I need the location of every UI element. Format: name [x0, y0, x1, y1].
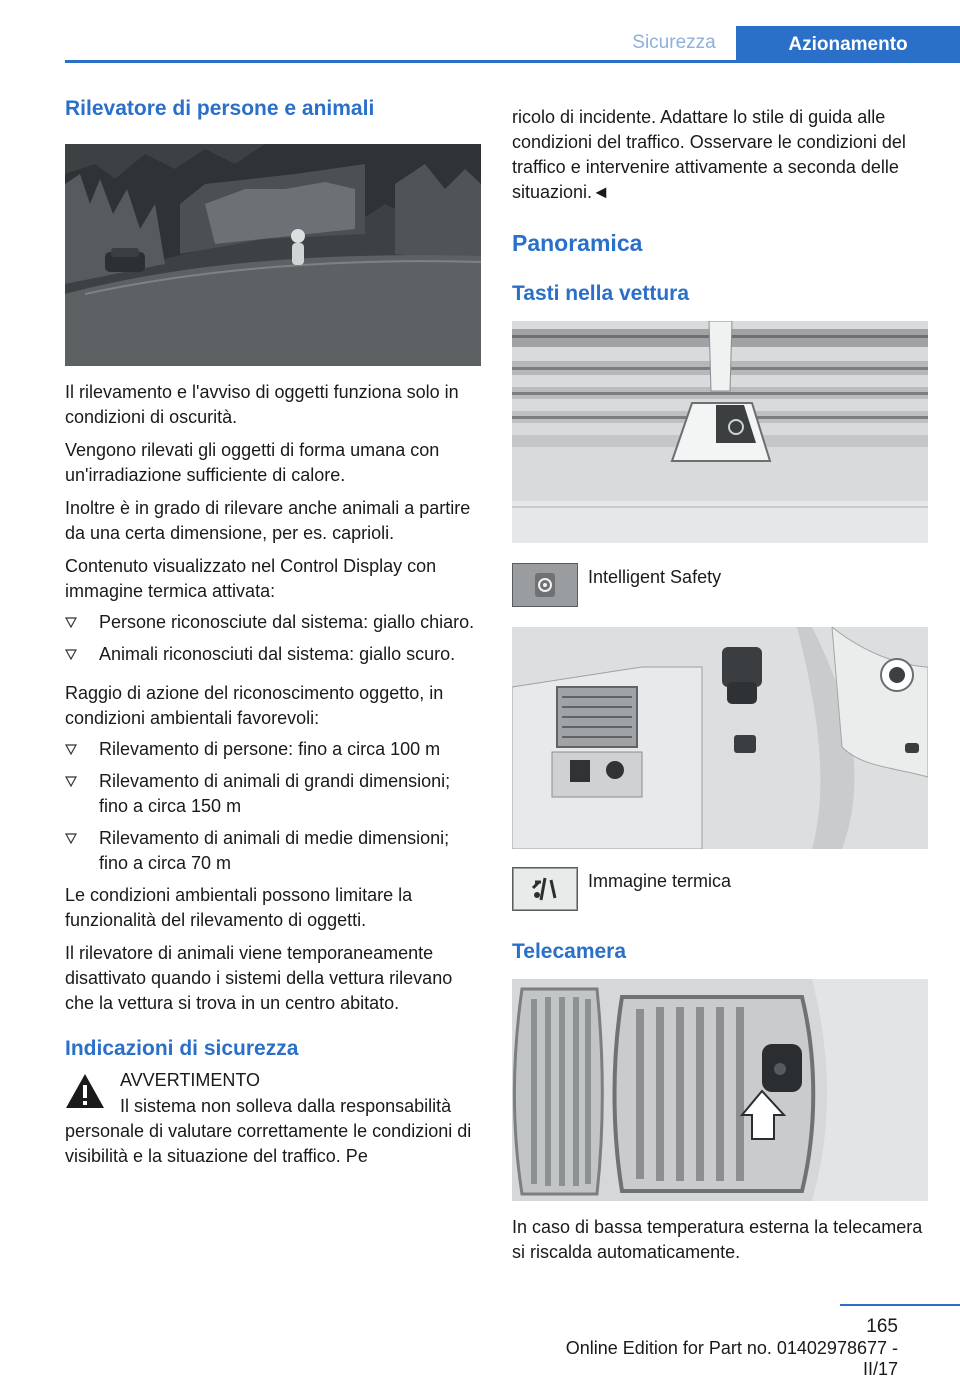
camera-grille-image: [512, 979, 928, 1201]
thermal-image-icon: [513, 868, 577, 910]
subsection-title-camera: Telecamera: [512, 940, 627, 963]
paragraph: Vengono rilevati gli oggetti di forma umana con un'irradiazione sufficiente di calore.: [65, 440, 440, 485]
paragraph: Il rilevamento e l'avviso di oggetti funziona solo in condizioni di oscurità.: [65, 382, 459, 427]
triangle-bullet-icon: [65, 617, 77, 628]
intelligent-safety-icon: [513, 564, 577, 606]
list-item: [65, 642, 481, 667]
paragraph: Raggio di azione del riconoscimento oggetto, in condizioni ambientali favorevoli:: [65, 683, 444, 728]
paragraph: Contenuto visualizzato nel Control Display con immagine termica attivata:: [65, 556, 437, 601]
edition-info: Online Edition for Part no. 01402978677 - II/17: [565, 1338, 898, 1379]
triangle-bullet-icon: [65, 833, 77, 844]
range-list: [65, 737, 481, 876]
thermal-image: [65, 144, 481, 366]
warning-block: [65, 1068, 481, 1169]
list-item-text: Rilevamento di animali di medie dimensioni; fino a circa 70 m: [99, 828, 450, 873]
key-row-intelligent-safety: [512, 563, 932, 607]
warning-triangle-icon: [65, 1072, 105, 1110]
footer-rule: [840, 1304, 960, 1306]
header-tab-section[interactable]: Sicurezza: [632, 32, 716, 53]
button-location-image: [512, 321, 928, 543]
subsection-title-buttons: Tasti nella vettura: [512, 282, 690, 305]
paragraph: Il rilevatore di animali viene temporaneamente disattivato quando i sistemi della vettura rilevano che la vettura si trova in un centro abitato.: [65, 943, 453, 1013]
key-label: Immagine termica: [588, 871, 732, 891]
header-rule: [65, 60, 960, 63]
header-tab-chapter[interactable]: Azionamento: [736, 26, 960, 63]
section-title-safety: Indicazioni di sicurezza: [65, 1037, 299, 1060]
key-label: Intelligent Safety: [588, 567, 722, 587]
triangle-bullet-icon: [65, 744, 77, 755]
key-row-thermal-image: [512, 867, 932, 911]
warning-title: AVVERTIMENTO: [120, 1070, 261, 1090]
paragraph: Le condizioni ambientali possono limitare la funzionalità del rilevamento di oggetti.: [65, 885, 413, 930]
warning-text-end: ricolo di incidente. Adattare lo stile di guida alle condizioni del traffico. Osservare le condizioni del traffico e intervenire attivamente a seconda delle situazioni.◄: [512, 107, 906, 202]
list-item-text: Persone riconosciute dal sistema: giallo chiaro.: [99, 612, 475, 632]
thermal-image-key[interactable]: [512, 867, 578, 911]
camera-paragraph: In caso di bassa temperatura esterna la telecamera si riscalda automaticamente.: [512, 1217, 923, 1262]
list-item: [65, 737, 481, 762]
color-list: [65, 610, 481, 667]
list-item: [65, 769, 481, 819]
warning-text-continued: personale di valutare correttamente le condizioni di visibilità e la situazione del traffico. Pe: [65, 1121, 472, 1166]
section-title-detector: Rilevatore di persone e animali: [65, 97, 375, 120]
right-column: [512, 96, 932, 1265]
section-title-overview: Panoramica: [512, 230, 643, 256]
left-column: [65, 96, 481, 1169]
list-item-text: Rilevamento di persone: fino a circa 100 m: [99, 739, 441, 759]
triangle-bullet-icon: [65, 649, 77, 660]
dashboard-button-image: [512, 627, 928, 849]
page-number: 165: [866, 1316, 898, 1337]
list-item-text: Animali riconosciuti dal sistema: giallo scuro.: [99, 644, 456, 664]
intelligent-safety-key[interactable]: [512, 563, 578, 607]
triangle-bullet-icon: [65, 776, 77, 787]
list-item: [65, 610, 481, 635]
paragraph: Inoltre è in grado di rilevare anche animali a partire da una certa dimensione, per es. caprioli.: [65, 498, 471, 543]
list-item-text: Rilevamento di animali di grandi dimensioni; fino a circa 150 m: [99, 771, 451, 816]
warning-text: Il sistema non solleva dalla responsabilità: [120, 1096, 452, 1116]
list-item: [65, 826, 481, 876]
